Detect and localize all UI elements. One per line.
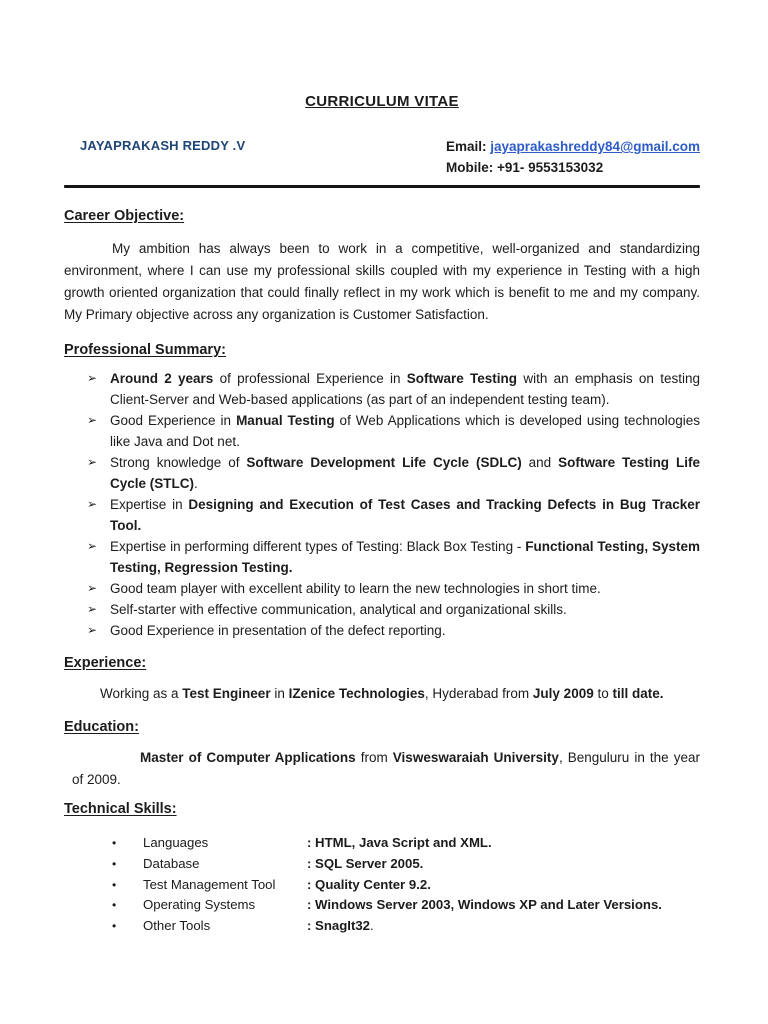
arrow-bullet-icon: ➢ — [87, 371, 98, 385]
dot-bullet-icon: • — [112, 836, 117, 850]
summary-bullet-item — [64, 536, 700, 578]
skill-row — [64, 875, 700, 896]
experience-heading: Experience: — [64, 655, 147, 671]
experience-text: Working as a Test Engineer in IZenice Technologies, Hyderabad from July 2009 to till date. — [100, 686, 664, 701]
header-divider-rule — [64, 185, 700, 188]
arrow-bullet-icon: ➢ — [87, 497, 98, 511]
dot-bullet-icon: • — [112, 898, 117, 913]
skill-value: : Quality Center 9.2. — [307, 876, 431, 892]
professional-summary-heading: Professional Summary: — [64, 342, 226, 358]
arrow-bullet-icon: ➢ — [87, 581, 98, 595]
arrow-bullet-icon: ➢ — [87, 623, 98, 637]
skill-row — [64, 854, 700, 875]
email-line — [446, 136, 700, 157]
career-objective-heading: Career Objective: — [64, 208, 185, 224]
education-text: Master of Computer Applications from Visweswaraiah University, Benguluru in the year of 2009. — [72, 750, 700, 787]
arrow-bullet-icon: ➢ — [87, 413, 98, 427]
dot-bullet-icon: • — [112, 877, 117, 892]
summary-bullet-item — [64, 578, 700, 599]
summary-bullet-text: Expertise in Designing and Execution of Test Cases and Tracking Defects in Bug Tracker Tool. — [110, 497, 700, 533]
arrow-bullet-icon: ➢ — [87, 455, 98, 469]
mobile-line — [446, 157, 700, 178]
summary-bullet-item — [64, 620, 700, 641]
mobile-label: Mobile: — [445, 160, 497, 175]
summary-bullet-text: Self-starter with effective communication, analytical and organizational skills. — [110, 602, 567, 617]
skill-label: Database — [143, 855, 200, 871]
arrow-bullet-icon: ➢ — [87, 602, 98, 616]
mobile-number: +91- 9553153032 — [496, 160, 604, 175]
summary-bullet-text: Good Experience in presentation of the defect reporting. — [110, 623, 446, 638]
skill-row — [64, 833, 700, 854]
skill-row — [64, 916, 700, 937]
technical-skills-heading: Technical Skills: — [64, 801, 177, 817]
email-link[interactable]: jayaprakashreddy84@gmail.com — [490, 139, 700, 154]
summary-bullet-text: Strong knowledge of Software Development Life Cycle (SDLC) and Software Testing Life Cycle (STLC). — [110, 455, 700, 491]
summary-bullet-item — [64, 494, 700, 536]
professional-summary-list — [64, 368, 700, 641]
dot-bullet-icon: • — [112, 919, 117, 934]
skill-row — [64, 895, 700, 916]
header-row — [64, 136, 700, 178]
skill-value: : Windows Server 2003, Windows XP and Later Versions. — [307, 897, 662, 913]
summary-bullet-text: Good team player with excellent ability to learn the new technologies in short time. — [110, 581, 601, 596]
summary-bullet-text: Expertise in performing different types of Testing: Black Box Testing - Functional Testing, System Testing, Regression Testing. — [110, 539, 700, 575]
skill-value: : HTML, Java Script and XML. — [307, 835, 492, 850]
skill-label: Test Management Tool — [143, 876, 276, 892]
summary-bullet-text: Good Experience in Manual Testing of Web Applications which is developed using technologies like Java and Dot net. — [110, 413, 700, 449]
skill-value: : SQL Server 2005. — [307, 855, 424, 871]
summary-bullet-item — [64, 368, 700, 410]
contact-block — [446, 136, 700, 178]
email-label: Email: — [445, 139, 491, 154]
summary-bullet-item — [64, 410, 700, 452]
summary-bullet-item — [64, 599, 700, 620]
document-title-text: CURRICULUM VITAE — [305, 93, 459, 110]
career-objective-text: My ambition has always been to work in a competitive, well-organized and standardizing environment, where I can use my professional skills coupled with my experience in Testing with a high growth oriented organization that could finally reflect in my work which is benefit to me and my company. My Primary objective across any organization is Customer Satisfaction. — [64, 241, 700, 322]
summary-bullet-text: Around 2 years of professional Experience in Software Testing with an emphasis on testing Client-Server and Web-based applications (as part of an independent testing team). — [110, 371, 700, 407]
skill-label: Operating Systems — [143, 897, 256, 913]
arrow-bullet-icon: ➢ — [87, 539, 98, 553]
summary-bullet-item — [64, 452, 700, 494]
education-heading: Education: — [64, 719, 139, 735]
technical-skills-list — [64, 833, 700, 937]
skill-value: : SnagIt32. — [307, 918, 374, 934]
document-title — [64, 0, 700, 110]
skill-label: Languages — [143, 835, 209, 850]
person-name: JAYAPRAKASH REDDY .V — [80, 138, 246, 153]
dot-bullet-icon: • — [112, 856, 117, 871]
skill-label: Other Tools — [143, 918, 211, 934]
